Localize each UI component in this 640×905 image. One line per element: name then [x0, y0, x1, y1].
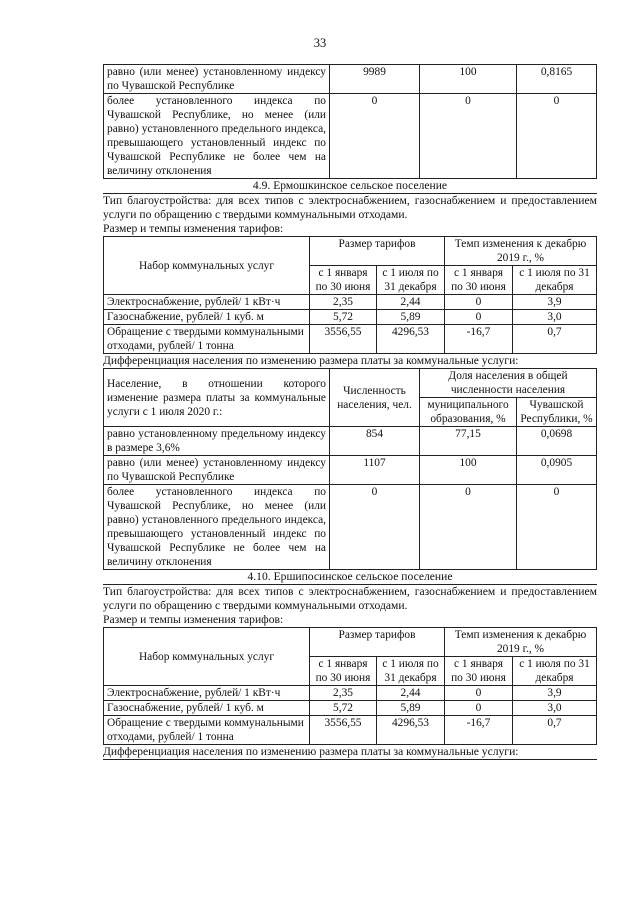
- table-row: [104, 295, 597, 310]
- rate-jan: -16,7: [445, 716, 513, 745]
- row-label: равно (или менее) установленному индексу по Чувашской Республике: [104, 456, 330, 485]
- header-service-set: Набор коммунальных услуг: [104, 237, 310, 295]
- section-title: 4.10. Ершипосинское сельское поселение: [103, 570, 597, 585]
- table-row: [104, 310, 597, 325]
- tariff-jan: 2,35: [310, 295, 377, 310]
- municipal-share: 100: [420, 456, 517, 485]
- rate-jan: 0: [445, 701, 513, 716]
- tariff-table: [103, 236, 597, 354]
- header-jan: с 1 января по 30 июня: [310, 657, 377, 686]
- document-body: [103, 64, 597, 760]
- tariff-jul: 5,89: [377, 310, 445, 325]
- republic-share: 0,8165: [517, 65, 597, 94]
- population-table: [103, 368, 597, 570]
- municipal-share: 0: [420, 94, 517, 179]
- header-change-rate: Темп изменения к декабрю 2019 г., %: [445, 237, 597, 266]
- header-jan: с 1 января по 30 июня: [310, 266, 377, 295]
- header-jan: с 1 января по 30 июня: [445, 266, 513, 295]
- republic-share: 0: [517, 485, 597, 570]
- rate-jan: 0: [445, 295, 513, 310]
- differentiation-heading: Дифференциация населения по изменению размера платы за коммунальные услуги:: [103, 354, 519, 367]
- header-jul: с 1 июля по 31 декабря: [377, 266, 445, 295]
- header-population-count: Численность населения, чел.: [330, 369, 420, 427]
- header-population: Население, в отношении которого изменение размера платы за коммунальные услуги с 1 июля 2020 г.:: [104, 369, 330, 427]
- section-title: 4.9. Ермошкинское сельское поселение: [103, 179, 597, 194]
- header-tariff-size: Размер тарифов: [310, 237, 445, 266]
- population-count: 1107: [330, 456, 420, 485]
- table-row: [104, 485, 597, 570]
- table-row: [104, 65, 597, 94]
- table-row: [104, 686, 597, 701]
- amenity-type-text: Тип благоустройства: для всех типов с электроснабжением, газоснабжением и предоставлением услуги по обращению с твердыми коммунальными отходами.: [103, 585, 597, 612]
- tariff-jul: 2,44: [377, 295, 445, 310]
- tariff-jan: 5,72: [310, 310, 377, 325]
- header-service-set: Набор коммунальных услуг: [104, 628, 310, 686]
- tariff-jul: 4296,53: [377, 325, 445, 354]
- service-name: Электроснабжение, рублей/ 1 кВт·ч: [104, 295, 310, 310]
- service-name: Обращение с твердыми коммунальными отходами, рублей/ 1 тонна: [104, 716, 310, 745]
- municipal-share: 0: [420, 485, 517, 570]
- rate-jul: 3,9: [513, 295, 597, 310]
- tariff-jan: 2,35: [310, 686, 377, 701]
- page-number: 33: [313, 36, 327, 50]
- rate-jul: 0,7: [513, 716, 597, 745]
- tariff-table: [103, 627, 597, 745]
- header-jul: с 1 июля по 31 декабря: [513, 657, 597, 686]
- municipal-share: 100: [420, 65, 517, 94]
- row-label: более установленного индекса по Чувашской Республике, но менее (или равно) установленного предельного индекса, превышающего установленный индекс по Чувашской Республике не более чем на величину отклонения: [104, 94, 330, 179]
- header-republic: Чувашской Республики, %: [517, 398, 597, 427]
- rate-jul: 3,0: [513, 701, 597, 716]
- tariff-jan: 5,72: [310, 701, 377, 716]
- table-row: [104, 456, 597, 485]
- header-change-rate: Темп изменения к декабрю 2019 г., %: [445, 628, 597, 657]
- tariff-jan: 3556,55: [310, 716, 377, 745]
- row-label: более установленного индекса по Чувашской Республике, но менее (или равно) установленного предельного индекса, превышающего установленный индекс по Чувашской Республике не более чем на величину отклонения: [104, 485, 330, 570]
- service-name: Газоснабжение, рублей/ 1 куб. м: [104, 310, 310, 325]
- amenity-type-text: Тип благоустройства: для всех типов с электроснабжением, газоснабжением и предоставлением услуги по обращению с твердыми коммунальными отходами.: [103, 194, 597, 221]
- table-row: [104, 94, 597, 179]
- population-table-continued: [103, 64, 597, 179]
- service-name: Обращение с твердыми коммунальными отходами, рублей/ 1 тонна: [104, 325, 310, 354]
- header-jul: с 1 июля по 31 декабря: [377, 657, 445, 686]
- service-name: Электроснабжение, рублей/ 1 кВт·ч: [104, 686, 310, 701]
- rate-jan: 0: [445, 686, 513, 701]
- row-label: равно (или менее) установленному индексу по Чувашской Республике: [104, 65, 330, 94]
- republic-share: 0,0905: [517, 456, 597, 485]
- rate-jul: 0,7: [513, 325, 597, 354]
- table-row: [104, 427, 597, 456]
- tariffs-heading: Размер и темпы изменения тарифов:: [103, 222, 284, 235]
- republic-share: 0: [517, 94, 597, 179]
- table-row: [104, 325, 597, 354]
- tariff-jul: 5,89: [377, 701, 445, 716]
- header-tariff-size: Размер тарифов: [310, 628, 445, 657]
- header-jul: с 1 июля по 31 декабря: [513, 266, 597, 295]
- header-population-share: Доля населения в общей численности населения: [420, 369, 597, 398]
- table-row: [104, 716, 597, 745]
- population-count: 854: [330, 427, 420, 456]
- tariffs-heading: Размер и темпы изменения тарифов:: [103, 613, 284, 626]
- table-row: [104, 701, 597, 716]
- population-count: 9989: [330, 65, 420, 94]
- tariff-jul: 4296,53: [377, 716, 445, 745]
- service-name: Газоснабжение, рублей/ 1 куб. м: [104, 701, 310, 716]
- differentiation-heading: Дифференциация населения по изменению размера платы за коммунальные услуги:: [103, 745, 597, 760]
- header-municipal: муниципального образования, %: [420, 398, 517, 427]
- rate-jan: 0: [445, 310, 513, 325]
- population-count: 0: [330, 485, 420, 570]
- rate-jul: 3,0: [513, 310, 597, 325]
- tariff-jan: 3556,55: [310, 325, 377, 354]
- row-label: равно установленному предельному индексу в размере 3,6%: [104, 427, 330, 456]
- municipal-share: 77,15: [420, 427, 517, 456]
- rate-jul: 3,9: [513, 686, 597, 701]
- tariff-jul: 2,44: [377, 686, 445, 701]
- rate-jan: -16,7: [445, 325, 513, 354]
- republic-share: 0,0698: [517, 427, 597, 456]
- header-jan: с 1 января по 30 июня: [445, 657, 513, 686]
- population-count: 0: [330, 94, 420, 179]
